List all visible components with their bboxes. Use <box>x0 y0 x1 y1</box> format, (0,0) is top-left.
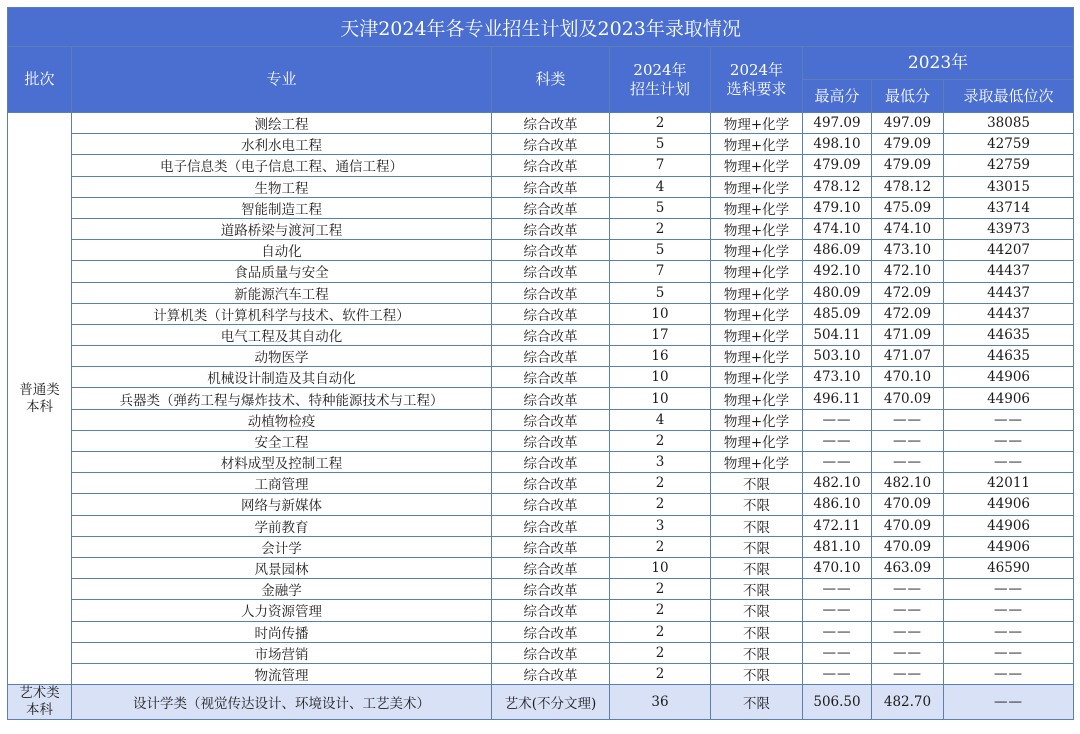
min-score-cell: —— <box>872 579 944 600</box>
major-cell: 生物工程 <box>72 176 492 197</box>
plan-cell: 10 <box>610 388 711 409</box>
min-rank-cell: —— <box>944 452 1074 473</box>
requirement-cell: 不限 <box>711 685 803 720</box>
max-score-cell: 474.10 <box>803 218 872 239</box>
table-row <box>8 409 1074 430</box>
min-rank-cell: 43015 <box>944 176 1074 197</box>
requirement-cell: 物理+化学 <box>711 303 803 324</box>
min-rank-cell: 44906 <box>944 515 1074 536</box>
major-cell: 动物医学 <box>72 346 492 367</box>
min-score-cell: 470.09 <box>872 388 944 409</box>
major-cell: 金融学 <box>72 579 492 600</box>
min-rank-cell: —— <box>944 579 1074 600</box>
major-cell: 风景园林 <box>72 557 492 578</box>
min-score-cell: 475.09 <box>872 197 944 218</box>
batch-line1: 艺术类 <box>19 685 60 702</box>
major-cell: 会计学 <box>72 536 492 557</box>
min-score-cell: —— <box>872 642 944 663</box>
min-score-cell: 497.09 <box>872 113 944 134</box>
table-row <box>8 452 1074 473</box>
min-score-cell: 470.09 <box>872 515 944 536</box>
category-cell: 综合改革 <box>492 452 610 473</box>
plan-cell: 36 <box>610 685 711 720</box>
requirement-cell: 不限 <box>711 663 803 684</box>
min-rank-cell: 44906 <box>944 536 1074 557</box>
min-rank-cell: —— <box>944 685 1074 720</box>
category-cell: 综合改革 <box>492 282 610 303</box>
table-row <box>8 218 1074 239</box>
max-score-cell: 498.10 <box>803 134 872 155</box>
table-row <box>8 557 1074 578</box>
min-rank-cell: 44635 <box>944 346 1074 367</box>
plan-cell: 2 <box>610 473 711 494</box>
min-rank-cell: 44906 <box>944 494 1074 515</box>
min-score-cell: 471.09 <box>872 324 944 345</box>
plan-cell: 2 <box>610 663 711 684</box>
table-row <box>8 261 1074 282</box>
min-score-cell: 472.09 <box>872 303 944 324</box>
max-score-cell: 472.11 <box>803 515 872 536</box>
min-score-cell: 470.09 <box>872 494 944 515</box>
table-row <box>8 303 1074 324</box>
min-score-cell: —— <box>872 600 944 621</box>
requirement-cell: 物理+化学 <box>711 176 803 197</box>
min-score-cell: 482.10 <box>872 473 944 494</box>
batch-line2: 本科 <box>26 702 53 719</box>
header-plan <box>610 47 711 113</box>
max-score-cell: 482.10 <box>803 473 872 494</box>
min-score-cell: 471.07 <box>872 346 944 367</box>
min-rank-cell: 44906 <box>944 367 1074 388</box>
requirement-cell: 不限 <box>711 515 803 536</box>
table-row <box>8 579 1074 600</box>
requirement-cell: 物理+化学 <box>711 346 803 367</box>
category-cell: 综合改革 <box>492 409 610 430</box>
plan-cell: 2 <box>610 218 711 239</box>
requirement-cell: 不限 <box>711 621 803 642</box>
category-cell: 综合改革 <box>492 134 610 155</box>
requirement-cell: 不限 <box>711 536 803 557</box>
plan-cell: 5 <box>610 197 711 218</box>
requirement-cell: 物理+化学 <box>711 261 803 282</box>
max-score-cell: —— <box>803 409 872 430</box>
min-score-cell: 479.09 <box>872 155 944 176</box>
table-row <box>8 473 1074 494</box>
header-batch: 批次 <box>8 47 72 113</box>
category-cell: 综合改革 <box>492 557 610 578</box>
max-score-cell: 496.11 <box>803 388 872 409</box>
plan-cell: 5 <box>610 282 711 303</box>
table-row <box>8 515 1074 536</box>
requirement-cell: 物理+化学 <box>711 218 803 239</box>
max-score-cell: —— <box>803 452 872 473</box>
category-cell: 综合改革 <box>492 240 610 261</box>
min-score-cell: 479.09 <box>872 134 944 155</box>
plan-cell: 2 <box>610 600 711 621</box>
major-cell: 机械设计制造及其自动化 <box>72 367 492 388</box>
header-year-2023: 2023年 <box>803 47 1074 80</box>
table-row <box>8 600 1074 621</box>
category-cell: 综合改革 <box>492 113 610 134</box>
header-plan-line1: 2024年 <box>633 60 687 79</box>
batch-line2: 本科 <box>26 398 53 415</box>
category-cell: 综合改革 <box>492 621 610 642</box>
category-cell: 综合改革 <box>492 515 610 536</box>
plan-cell: 4 <box>610 176 711 197</box>
table-title: 天津2024年各专业招生计划及2023年录取情况 <box>8 8 1074 47</box>
table-body <box>8 113 1074 720</box>
major-cell: 测绘工程 <box>72 113 492 134</box>
category-cell: 综合改革 <box>492 346 610 367</box>
max-score-cell: —— <box>803 642 872 663</box>
category-cell: 综合改革 <box>492 176 610 197</box>
plan-cell: 3 <box>610 452 711 473</box>
min-rank-cell: 46590 <box>944 557 1074 578</box>
requirement-cell: 物理+化学 <box>711 409 803 430</box>
major-cell: 新能源汽车工程 <box>72 282 492 303</box>
category-cell: 综合改革 <box>492 218 610 239</box>
table-row <box>8 430 1074 451</box>
requirement-cell: 物理+化学 <box>711 240 803 261</box>
batch-cell <box>8 113 72 685</box>
major-cell: 道路桥梁与渡河工程 <box>72 218 492 239</box>
category-cell: 综合改革 <box>492 494 610 515</box>
major-cell: 时尚传播 <box>72 621 492 642</box>
max-score-cell: 473.10 <box>803 367 872 388</box>
min-score-cell: 472.09 <box>872 282 944 303</box>
batch-line1: 普通类 <box>19 381 60 398</box>
category-cell: 综合改革 <box>492 642 610 663</box>
category-cell: 综合改革 <box>492 155 610 176</box>
major-cell: 工商管理 <box>72 473 492 494</box>
requirement-cell: 物理+化学 <box>711 430 803 451</box>
plan-cell: 7 <box>610 155 711 176</box>
requirement-cell: 不限 <box>711 473 803 494</box>
category-cell: 综合改革 <box>492 473 610 494</box>
major-cell: 电气工程及其自动化 <box>72 324 492 345</box>
major-cell: 动植物检疫 <box>72 409 492 430</box>
max-score-cell: 480.09 <box>803 282 872 303</box>
header-requirement <box>711 47 803 113</box>
major-cell: 安全工程 <box>72 430 492 451</box>
major-cell: 自动化 <box>72 240 492 261</box>
min-rank-cell: —— <box>944 409 1074 430</box>
max-score-cell: 503.10 <box>803 346 872 367</box>
plan-cell: 2 <box>610 113 711 134</box>
requirement-cell: 物理+化学 <box>711 388 803 409</box>
table-row <box>8 642 1074 663</box>
min-rank-cell: 43714 <box>944 197 1074 218</box>
major-cell: 智能制造工程 <box>72 197 492 218</box>
min-score-cell: 470.10 <box>872 367 944 388</box>
min-score-cell: 474.10 <box>872 218 944 239</box>
max-score-cell: —— <box>803 663 872 684</box>
min-rank-cell: 43973 <box>944 218 1074 239</box>
plan-cell: 2 <box>610 579 711 600</box>
admission-table-container <box>7 7 1073 720</box>
category-cell: 综合改革 <box>492 579 610 600</box>
category-cell: 综合改革 <box>492 324 610 345</box>
major-cell: 设计学类（视觉传达设计、环境设计、工艺美术） <box>72 685 492 720</box>
category-cell: 综合改革 <box>492 430 610 451</box>
plan-cell: 10 <box>610 367 711 388</box>
major-cell: 市场营销 <box>72 642 492 663</box>
category-cell: 综合改革 <box>492 261 610 282</box>
min-score-cell: 470.09 <box>872 536 944 557</box>
header-major: 专业 <box>72 47 492 113</box>
min-rank-cell: —— <box>944 600 1074 621</box>
max-score-cell: 478.12 <box>803 176 872 197</box>
min-score-cell: 473.10 <box>872 240 944 261</box>
min-rank-cell: 44906 <box>944 388 1074 409</box>
plan-cell: 3 <box>610 515 711 536</box>
plan-cell: 2 <box>610 430 711 451</box>
requirement-cell: 物理+化学 <box>711 282 803 303</box>
max-score-cell: 486.10 <box>803 494 872 515</box>
requirement-cell: 不限 <box>711 642 803 663</box>
requirement-cell: 物理+化学 <box>711 134 803 155</box>
major-cell: 计算机类（计算机科学与技术、软件工程） <box>72 303 492 324</box>
header-plan-line2: 招生计划 <box>629 79 690 98</box>
max-score-cell: 479.09 <box>803 155 872 176</box>
major-cell: 食品质量与安全 <box>72 261 492 282</box>
min-rank-cell: 38085 <box>944 113 1074 134</box>
major-cell: 兵器类（弹药工程与爆炸技术、特种能源技术与工程） <box>72 388 492 409</box>
min-rank-cell: 44207 <box>944 240 1074 261</box>
requirement-cell: 不限 <box>711 579 803 600</box>
category-cell: 综合改革 <box>492 303 610 324</box>
plan-cell: 2 <box>610 621 711 642</box>
table-row <box>8 324 1074 345</box>
min-rank-cell: 44437 <box>944 282 1074 303</box>
header-req-line2: 选科要求 <box>726 79 787 98</box>
major-cell: 电子信息类（电子信息工程、通信工程） <box>72 155 492 176</box>
requirement-cell: 不限 <box>711 494 803 515</box>
min-rank-cell: 42011 <box>944 473 1074 494</box>
requirement-cell: 物理+化学 <box>711 367 803 388</box>
requirement-cell: 不限 <box>711 600 803 621</box>
max-score-cell: —— <box>803 579 872 600</box>
category-cell: 综合改革 <box>492 197 610 218</box>
plan-cell: 16 <box>610 346 711 367</box>
min-rank-cell: —— <box>944 642 1074 663</box>
plan-cell: 10 <box>610 303 711 324</box>
max-score-cell: 485.09 <box>803 303 872 324</box>
major-cell: 人力资源管理 <box>72 600 492 621</box>
requirement-cell: 物理+化学 <box>711 113 803 134</box>
min-score-cell: 482.70 <box>872 685 944 720</box>
max-score-cell: —— <box>803 621 872 642</box>
min-score-cell: 478.12 <box>872 176 944 197</box>
major-cell: 材料成型及控制工程 <box>72 452 492 473</box>
max-score-cell: —— <box>803 600 872 621</box>
category-cell: 综合改革 <box>492 388 610 409</box>
major-cell: 水利水电工程 <box>72 134 492 155</box>
header-max-score: 最高分 <box>803 80 872 113</box>
table-row <box>8 663 1074 684</box>
table-row <box>8 240 1074 261</box>
table-row <box>8 346 1074 367</box>
min-score-cell: —— <box>872 430 944 451</box>
min-rank-cell: 42759 <box>944 155 1074 176</box>
max-score-cell: 479.10 <box>803 197 872 218</box>
max-score-cell: 504.11 <box>803 324 872 345</box>
admission-table <box>7 7 1074 720</box>
max-score-cell: 506.50 <box>803 685 872 720</box>
major-cell: 学前教育 <box>72 515 492 536</box>
major-cell: 网络与新媒体 <box>72 494 492 515</box>
table-row <box>8 536 1074 557</box>
table-row <box>8 388 1074 409</box>
table-row <box>8 494 1074 515</box>
plan-cell: 7 <box>610 261 711 282</box>
max-score-cell: 470.10 <box>803 557 872 578</box>
plan-cell: 5 <box>610 134 711 155</box>
max-score-cell: 497.09 <box>803 113 872 134</box>
plan-cell: 2 <box>610 642 711 663</box>
requirement-cell: 物理+化学 <box>711 155 803 176</box>
requirement-cell: 不限 <box>711 557 803 578</box>
requirement-cell: 物理+化学 <box>711 324 803 345</box>
category-cell: 综合改革 <box>492 536 610 557</box>
max-score-cell: —— <box>803 430 872 451</box>
plan-cell: 4 <box>610 409 711 430</box>
table-row <box>8 197 1074 218</box>
max-score-cell: 481.10 <box>803 536 872 557</box>
table-row <box>8 685 1074 720</box>
min-rank-cell: —— <box>944 621 1074 642</box>
min-rank-cell: 44437 <box>944 303 1074 324</box>
min-score-cell: 463.09 <box>872 557 944 578</box>
batch-cell <box>8 685 72 720</box>
header-min-score: 最低分 <box>872 80 944 113</box>
min-score-cell: —— <box>872 621 944 642</box>
requirement-cell: 物理+化学 <box>711 197 803 218</box>
table-row <box>8 176 1074 197</box>
max-score-cell: 486.09 <box>803 240 872 261</box>
header-min-rank: 录取最低位次 <box>944 80 1074 113</box>
requirement-cell: 物理+化学 <box>711 452 803 473</box>
plan-cell: 2 <box>610 494 711 515</box>
table-row <box>8 155 1074 176</box>
category-cell: 综合改革 <box>492 367 610 388</box>
min-score-cell: —— <box>872 409 944 430</box>
min-score-cell: —— <box>872 452 944 473</box>
min-rank-cell: 44437 <box>944 261 1074 282</box>
category-cell: 综合改革 <box>492 663 610 684</box>
min-rank-cell: 44635 <box>944 324 1074 345</box>
table-row <box>8 134 1074 155</box>
min-rank-cell: —— <box>944 663 1074 684</box>
min-score-cell: —— <box>872 663 944 684</box>
header-req-line1: 2024年 <box>729 60 784 79</box>
plan-cell: 2 <box>610 536 711 557</box>
plan-cell: 17 <box>610 324 711 345</box>
min-rank-cell: 42759 <box>944 134 1074 155</box>
min-score-cell: 472.10 <box>872 261 944 282</box>
max-score-cell: 492.10 <box>803 261 872 282</box>
plan-cell: 5 <box>610 240 711 261</box>
table-row <box>8 282 1074 303</box>
major-cell: 物流管理 <box>72 663 492 684</box>
min-rank-cell: —— <box>944 430 1074 451</box>
plan-cell: 10 <box>610 557 711 578</box>
table-row <box>8 367 1074 388</box>
table-row <box>8 113 1074 134</box>
category-cell: 综合改革 <box>492 600 610 621</box>
category-cell: 艺术(不分文理) <box>492 685 610 720</box>
header-category: 科类 <box>492 47 610 113</box>
table-row <box>8 621 1074 642</box>
